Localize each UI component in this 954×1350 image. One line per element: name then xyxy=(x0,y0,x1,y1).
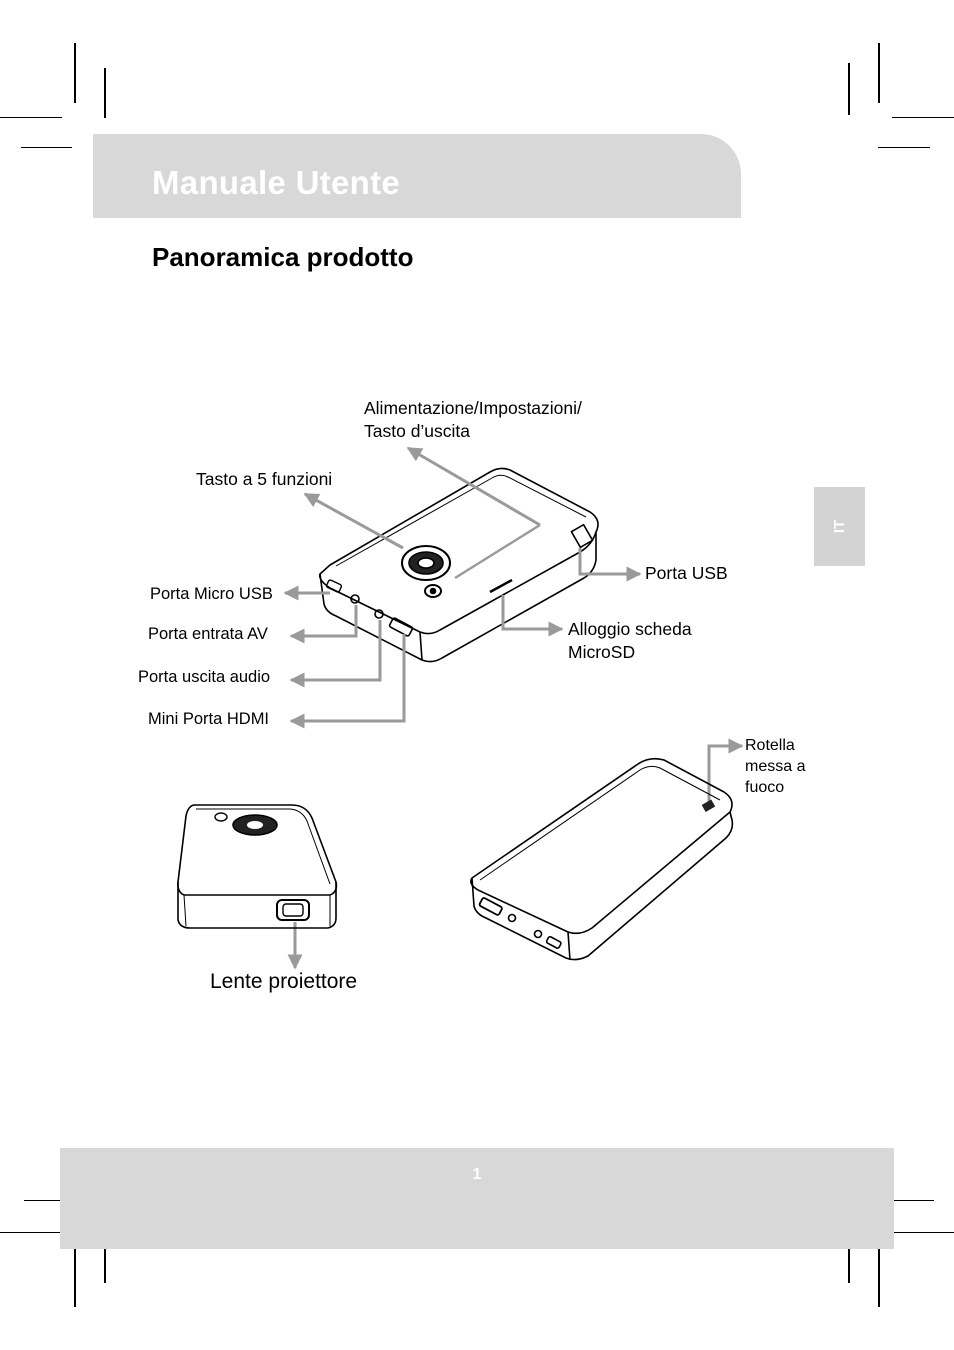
projector-front-illustration xyxy=(178,805,337,928)
five-way-center xyxy=(418,558,434,568)
label-focus-line3: fuoco xyxy=(745,779,785,796)
device-front-face xyxy=(178,882,336,928)
label-power-line1: Alimentazione/Impostazioni/ xyxy=(364,398,582,418)
footer-band xyxy=(60,1148,894,1249)
leader-power xyxy=(455,525,540,578)
language-tab-label: IT xyxy=(831,519,848,534)
label-power-line2: Tasto d’uscita xyxy=(364,421,471,441)
device-top-face xyxy=(320,468,598,633)
leader-lines xyxy=(285,448,742,968)
label-microsd-line1: Alloggio scheda xyxy=(568,619,692,639)
microsd-slot-icon xyxy=(490,580,512,592)
focus-wheel-icon xyxy=(702,800,716,812)
label-usb: Porta USB xyxy=(645,563,728,583)
projector-main-illustration xyxy=(320,468,598,661)
label-focus-line2: messa a xyxy=(745,758,806,775)
page-title: Manuale Utente xyxy=(152,164,401,201)
leader-hdmi xyxy=(291,634,404,721)
device-bottom-edge xyxy=(420,632,422,660)
label-power xyxy=(364,397,582,443)
label-av-in: Porta entrata AV xyxy=(148,625,268,643)
label-audio-out: Porta uscita audio xyxy=(138,668,271,686)
leader-usb xyxy=(580,548,640,574)
label-lens: Lente proiettore xyxy=(210,970,358,993)
page-number: 1 xyxy=(472,1166,482,1183)
projector-side-illustration xyxy=(471,759,733,960)
leader-five-way xyxy=(305,494,403,548)
label-micro-usb: Porta Micro USB xyxy=(150,585,273,603)
leader-microsd xyxy=(503,595,562,629)
lens-icon xyxy=(277,900,309,920)
section-title: Panoramica prodotto xyxy=(152,242,414,272)
device-side-face-r xyxy=(472,812,732,960)
leader-focus xyxy=(709,746,742,803)
label-five-way: Tasto a 5 funzioni xyxy=(196,469,333,489)
label-focus-line1: Rotella xyxy=(745,737,795,754)
device-side-top xyxy=(471,759,732,934)
label-hdmi: Mini Porta HDMI xyxy=(148,710,270,728)
label-focus xyxy=(745,735,805,798)
leader-audio xyxy=(291,620,380,680)
label-microsd xyxy=(568,618,692,664)
label-microsd-line2: MicroSD xyxy=(568,642,636,662)
